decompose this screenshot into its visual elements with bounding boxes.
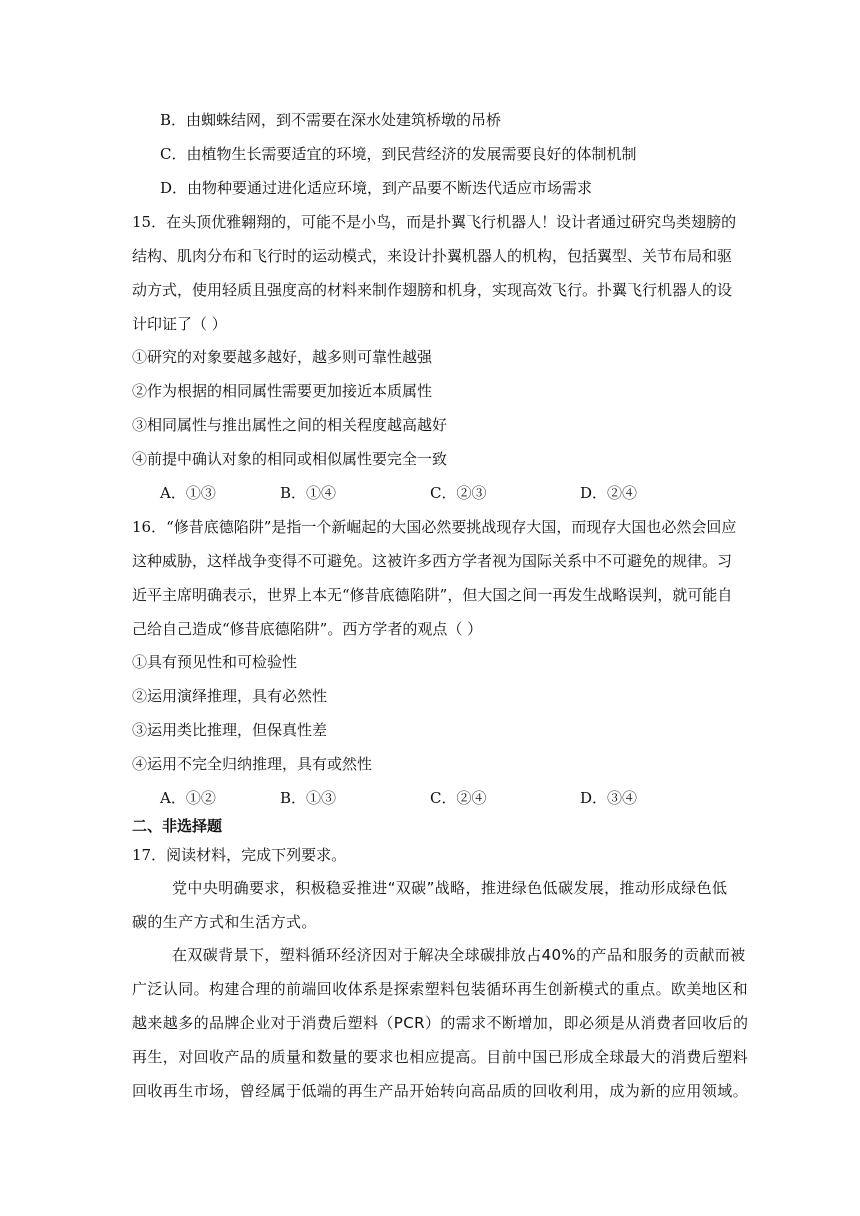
q17-material-p1-line-1: 党中央明确要求，积极稳妥推进“双碳”战略，推进绿色低碳发展，推动形成绿色低 (172, 879, 728, 897)
q15-stem-line-3: 动方式，使用轻质且强度高的材料来制作翅膀和机身，实现高效飞行。扑翼飞行机器人的设 (132, 281, 733, 299)
q17-material-p2-line-2: 广泛认同。构建合理的前端回收体系是探索塑料包装循环再生创新模式的重点。欧美地区和 (132, 980, 749, 998)
q15-option-c: C．②③ (430, 484, 487, 502)
q16-stem-line-2: 这种威胁，这样战争变得不可避免。这被许多西方学者视为国际关系中不可避免的规律。习 (132, 552, 733, 570)
q17-material-p2-line-1: 在双碳背景下，塑料循环经济因对于解决全球碳排放占40%的产品和服务的贡献而被 (172, 946, 746, 964)
q15-options (0, 483, 860, 503)
q17-material-p2-line-3: 越来越多的品牌企业对于消费后塑料（PCR）的需求不断增加，即必须是从消费者回收后的 (132, 1014, 749, 1032)
q15-stem-line-4: 计印证了（ ） (132, 315, 227, 333)
q16-option-d: D．③④ (580, 789, 638, 807)
q15-statement-2: ②作为根据的相同属性需要更加接近本质属性 (132, 382, 433, 400)
q16-statement-2: ②运用演绎推理，具有必然性 (132, 687, 328, 705)
q15-statement-1: ①研究的对象要越多越好，越多则可靠性越强 (132, 348, 433, 366)
q16-options (0, 788, 860, 808)
q15-option-a: A．①③ (160, 484, 216, 502)
q17-material-p1-line-2: 碳的生产方式和生活方式。 (132, 913, 317, 931)
q16-statement-4: ④运用不完全归纳推理，具有或然性 (132, 755, 373, 773)
q16-statement-1: ①具有预见性和可检验性 (132, 653, 298, 671)
q15-statement-3: ③相同属性与推出属性之间的相关程度越高越好 (132, 416, 448, 434)
q16-statement-3: ③运用类比推理，但保真性差 (132, 721, 328, 739)
q15-statement-4: ④前提中确认对象的相同或相似属性要完全一致 (132, 450, 448, 468)
q16-option-a: A．①② (160, 789, 216, 807)
section-title-non-choice: 二、非选择题 (132, 817, 223, 835)
q16-stem-line-4: 己给自己造成“修昔底德陷阱”。西方学者的观点（ ） (132, 620, 483, 638)
q16-option-b: B．①③ (280, 789, 337, 807)
q15-stem-line-1: 15．在头顶优雅翱翔的，可能不是小鸟，而是扑翼飞行机器人！设计者通过研究鸟类翅膀的 (132, 213, 737, 231)
q17-material-p2-line-4: 再生，对回收产品的质量和数量的要求也相应提高。目前中国已形成全球最大的消费后塑料 (132, 1048, 749, 1066)
q14-option-c: C．由植物生长需要适宜的环境，到民营经济的发展需要良好的体制机制 (160, 145, 637, 163)
q16-stem-line-3: 近平主席明确表示，世界上本无“修昔底德陷阱”，但大国之间一再发生战略误判，就可能自 (132, 586, 733, 604)
q15-option-d: D．②④ (580, 484, 638, 502)
q15-option-b: B．①④ (280, 484, 337, 502)
q16-stem-line-1: 16．“修昔底德陷阱”是指一个新崛起的大国必然要挑战现存大国，而现存大国也必然会回应 (132, 518, 737, 536)
q14-option-b: B．由蜘蛛结网，到不需要在深水处建筑桥墩的吊桥 (160, 111, 502, 129)
q16-option-c: C．②④ (430, 789, 487, 807)
q15-stem-line-2: 结构、肌肉分布和飞行时的运动模式，来设计扑翼机器人的机构，包括翼型、关节布局和驱 (132, 247, 733, 265)
q14-option-d: D．由物种要通过进化适应环境，到产品要不断迭代适应市场需求 (160, 179, 593, 197)
q17-material-p2-line-5: 回收再生市场，曾经属于低端的再生产品开始转向高品质的回收利用，成为新的应用领域。 (132, 1082, 749, 1100)
q17-stem: 17．阅读材料，完成下列要求。 (132, 846, 347, 864)
